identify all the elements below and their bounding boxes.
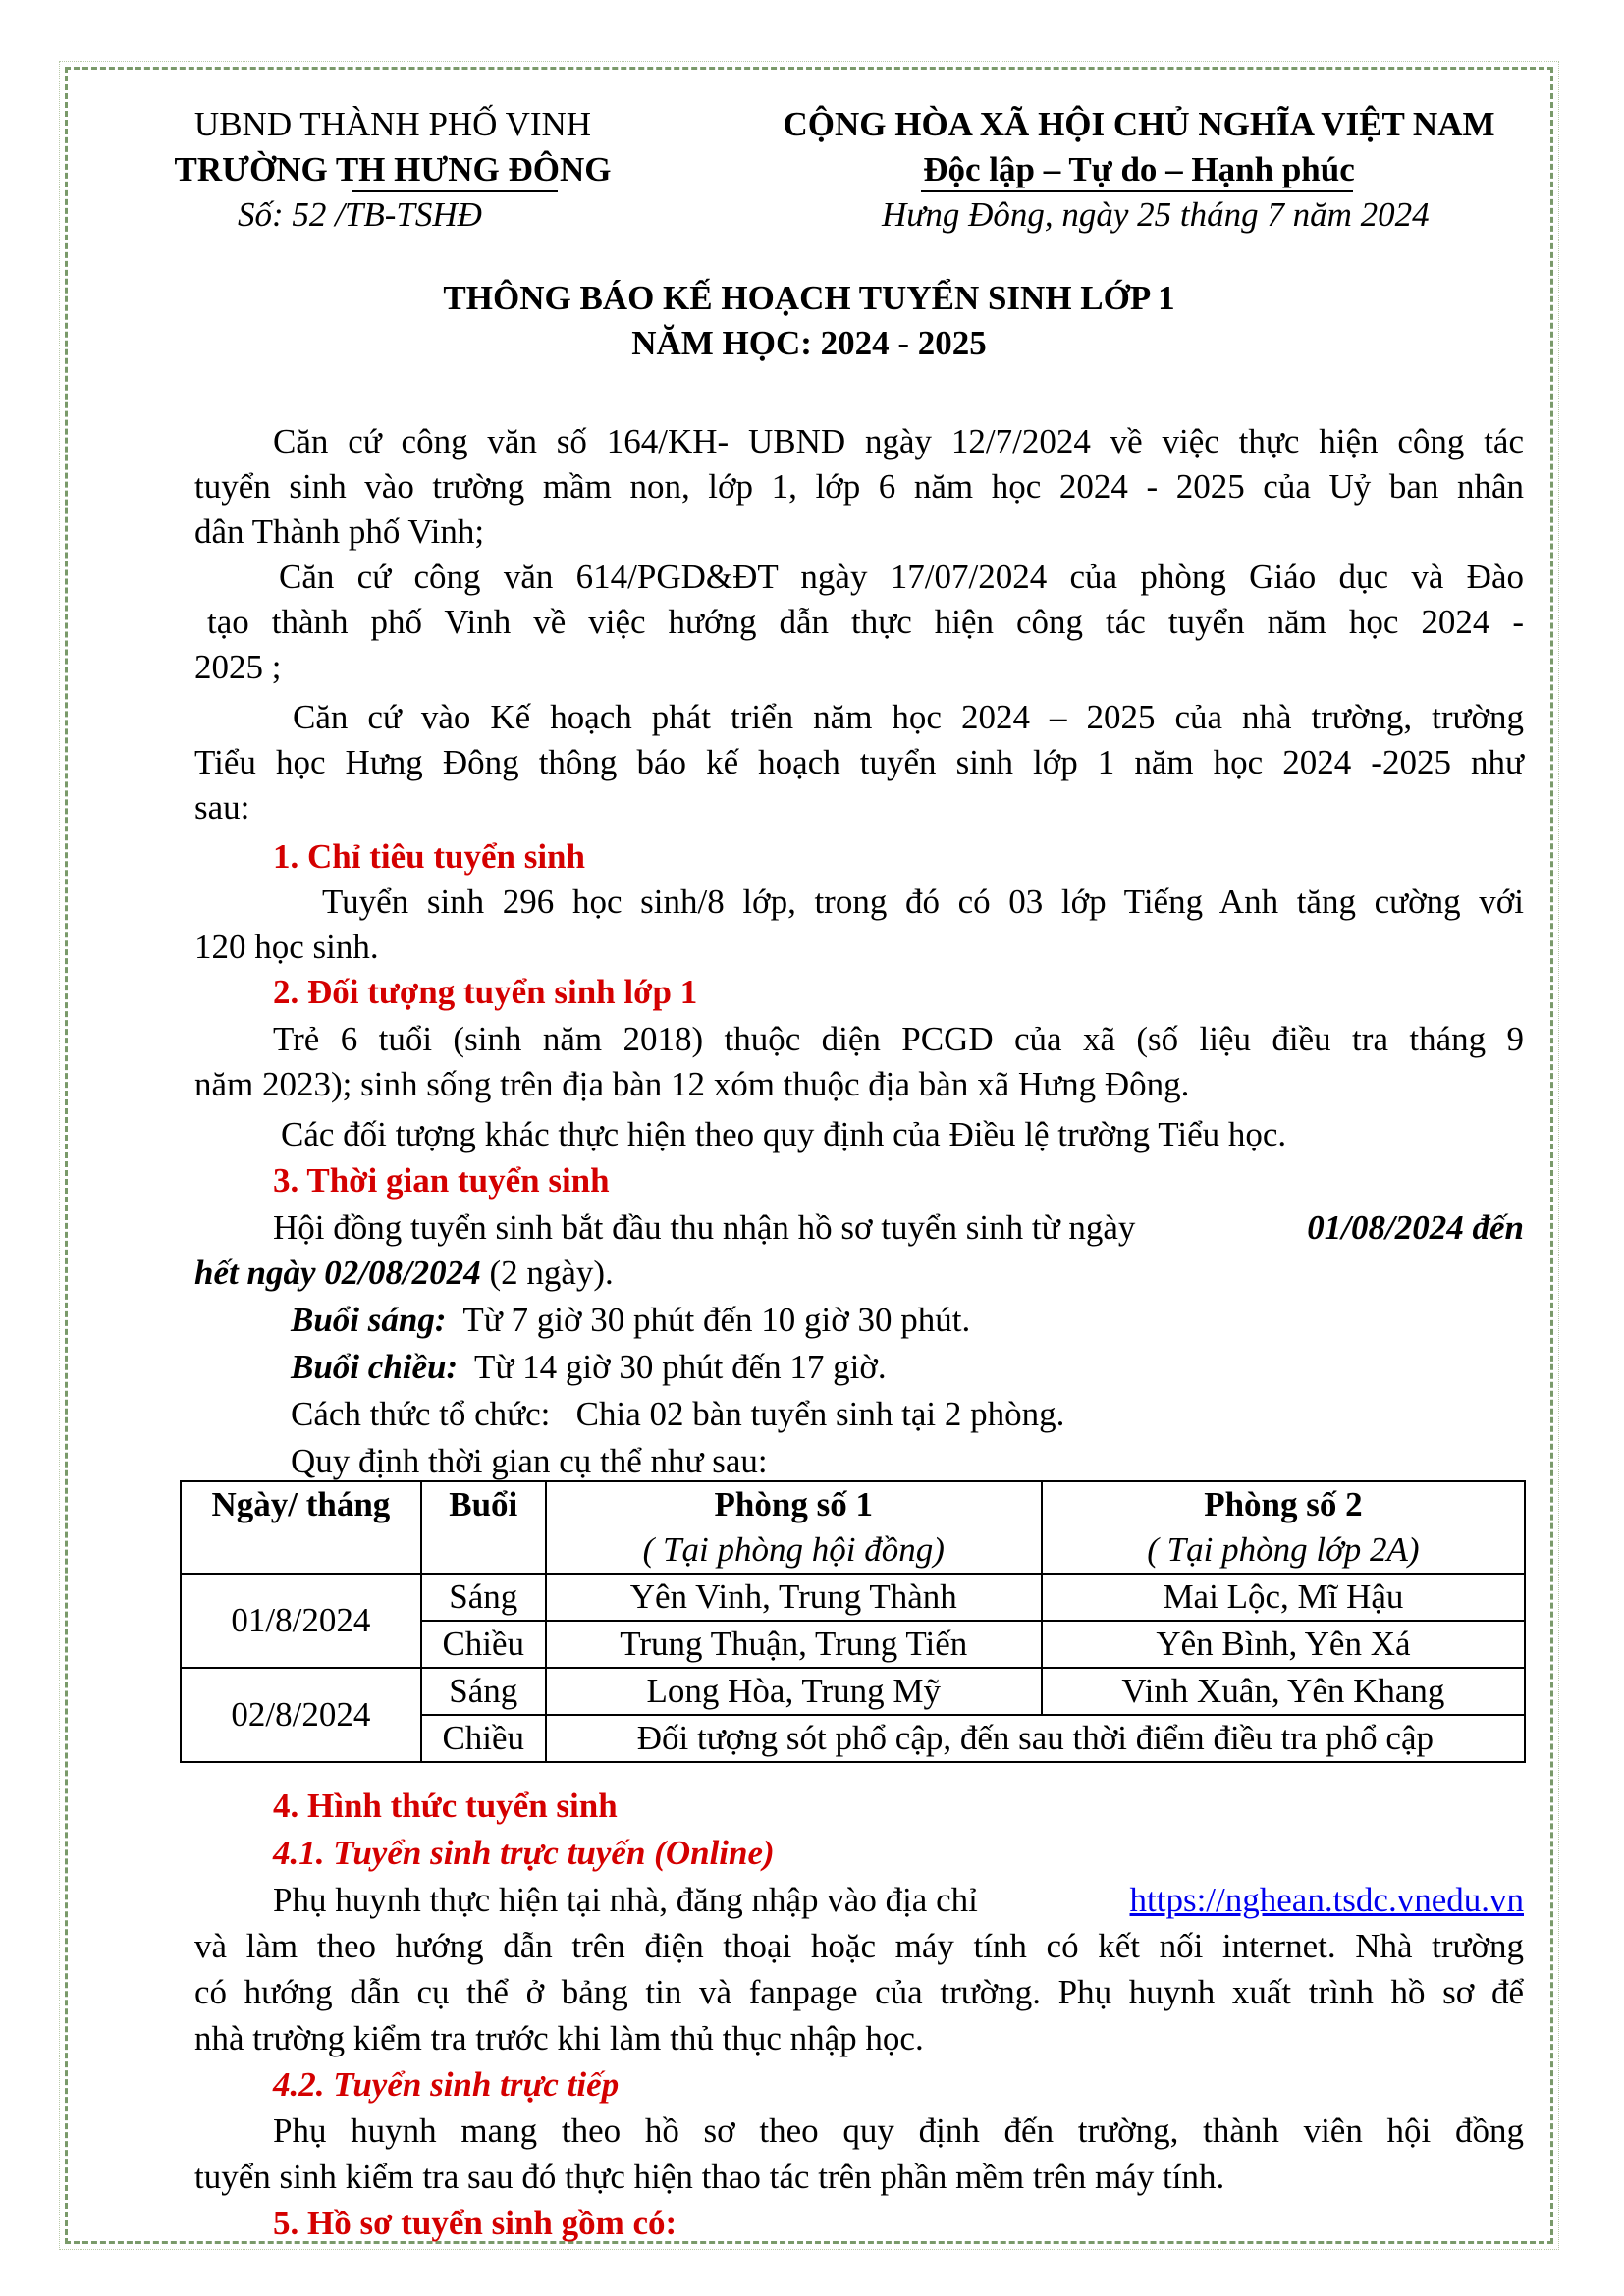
room-1-cell: Trung Thuận, Trung Tiến: [546, 1621, 1042, 1668]
title-line-1: THÔNG BÁO KẾ HOẠCH TUYỂN SINH LỚP 1: [443, 279, 1175, 317]
section-4-2-line: Phụ huynh mang theo hồ sơ theo quy định đến trường, thành viên hội đồng: [273, 2111, 1524, 2150]
merged-cell: Đối tượng sót phổ cập, đến sau thời điểm điều tra phổ cập: [546, 1715, 1525, 1762]
section-3-line: [194, 1251, 614, 1296]
section-2-line: Các đối tượng khác thực hiện theo quy định của Điều lệ trường Tiểu học.: [281, 1115, 1287, 1153]
section-4-2-heading: 4.2. Tuyển sinh trực tiếp: [273, 2065, 620, 2104]
session-cell: Chiều: [421, 1621, 546, 1668]
section-3-schedule-intro: Quy định thời gian cụ thể như sau:: [291, 1442, 768, 1480]
intro-p1-line: dân Thành phố Vinh;: [194, 512, 485, 551]
section-4-1-line: nhà trường kiểm tra trước khi làm thủ thục nhập học.: [194, 2019, 924, 2057]
header-date: Hưng Đông, ngày 25 tháng 7 năm 2024: [882, 195, 1430, 234]
intro-p3-line: sau:: [194, 788, 250, 827]
header-number: Số: 52 /TB-TSHĐ: [238, 195, 482, 234]
header-org: UBND THÀNH PHỐ VINH: [193, 105, 592, 143]
section-4-1-line: có hướng dẫn cụ thể ở bảng tin và fanpage của trường. Phụ huynh xuất trình hồ sơ để: [194, 1973, 1524, 2011]
room-2-title: Phòng số 2: [1204, 1485, 1363, 1523]
section-3-date-end: hết ngày 02/08/2024: [194, 1254, 481, 1292]
header-republic: CỘNG HÒA XÃ HỘI CHỦ NGHĨA VIỆT NAM: [783, 105, 1495, 143]
section-3-morning: [291, 1298, 970, 1343]
table-row: [181, 1574, 1525, 1621]
intro-p1-line: tuyển sinh vào trường mầm non, lớp 1, lớp 6 năm học 2024 - 2025 của Uỷ ban nhân: [194, 467, 1524, 506]
section-4-1-line: [273, 1878, 1524, 1923]
section-1-line: Tuyển sinh 296 học sinh/8 lớp, trong đó có 03 lớp Tiếng Anh tăng cường với: [322, 882, 1524, 921]
section-4-heading: 4. Hình thức tuyển sinh: [273, 1787, 618, 1825]
room-1-location: ( Tại phòng hội đồng): [642, 1530, 945, 1569]
date-cell: 01/8/2024: [181, 1574, 421, 1668]
intro-p3-line: Tiểu học Hưng Đông thông báo kế hoạch tuyển sinh lớp 1 năm học 2024 -2025 như: [194, 743, 1524, 781]
date-cell: 02/8/2024: [181, 1668, 421, 1762]
section-3-text: Hội đồng tuyển sinh bắt đầu thu nhận hồ sơ tuyển sinh từ ngày: [273, 1208, 1145, 1247]
intro-p2-line: Căn cứ công văn 614/PGD&ĐT ngày 17/07/2024 của phòng Giáo dục và Đào: [279, 558, 1524, 596]
header-room-2: [1042, 1481, 1525, 1574]
title-line-2: NĂM HỌC: 2024 - 2025: [631, 324, 987, 362]
session-cell: Chiều: [421, 1715, 546, 1762]
section-4-1-heading: 4.1. Tuyển sinh trực tuyến (Online): [273, 1834, 775, 1872]
section-3-text: (2 ngày).: [480, 1254, 614, 1292]
header-session: Buổi: [421, 1481, 546, 1574]
header-date: Ngày/ tháng: [181, 1481, 421, 1574]
section-5-heading: 5. Hồ sơ tuyển sinh gồm có:: [273, 2204, 677, 2242]
section-2-heading: 2. Đối tượng tuyển sinh lớp 1: [273, 973, 698, 1011]
table-header-row: [181, 1481, 1525, 1574]
room-2-cell: Vinh Xuân, Yên Khang: [1042, 1668, 1525, 1715]
section-3-heading: 3. Thời gian tuyển sinh: [273, 1161, 610, 1200]
intro-p2-line: tạo thành phố Vinh về việc hướng dẫn thực hiện công tác tuyển năm học 2024 -: [207, 603, 1524, 641]
header-school: TRƯỜNG TH HƯNG ĐÔNG: [174, 150, 612, 188]
intro-p2-line: 2025 ;: [194, 648, 282, 686]
room-2-location: ( Tại phòng lớp 2A): [1147, 1530, 1420, 1569]
section-4-2-line: tuyển sinh kiểm tra sau đó thực hiện thao tác trên phần mềm trên máy tính.: [194, 2158, 1225, 2196]
room-2-cell: Yên Bình, Yên Xá: [1042, 1621, 1525, 1668]
session-cell: Sáng: [421, 1668, 546, 1715]
header-motto: Độc lập – Tự do – Hạnh phúc: [923, 150, 1355, 188]
room-1-cell: Long Hòa, Trung Mỹ: [546, 1668, 1042, 1715]
section-3-afternoon: [291, 1345, 887, 1390]
afternoon-label: Buổi chiều:: [291, 1348, 459, 1386]
afternoon-text: Từ 14 giờ 30 phút đến 17 giờ.: [458, 1348, 887, 1386]
section-4-1-line: và làm theo hướng dẫn trên điện thoại hoặc máy tính có kết nối internet. Nhà trường: [194, 1927, 1524, 1965]
section-3-date-start: 01/08/2024 đến: [1307, 1208, 1524, 1247]
room-1-title: Phòng số 1: [714, 1485, 873, 1523]
table-row: [181, 1668, 1525, 1715]
section-4-1-text: Phụ huynh thực hiện tại nhà, đăng nhập vào địa chỉ: [273, 1881, 987, 1919]
registration-link[interactable]: https://nghean.tsdc.vnedu.vn: [1129, 1881, 1524, 1919]
section-3-line: [273, 1205, 1524, 1251]
section-2-line: năm 2023); sinh sống trên địa bàn 12 xóm thuộc địa bàn xã Hưng Đông.: [194, 1065, 1190, 1103]
morning-label: Buổi sáng:: [291, 1301, 447, 1339]
intro-p3-line: Căn cứ vào Kế hoạch phát triển năm học 2024 – 2025 của nhà trường, trường: [293, 698, 1524, 736]
room-2-cell: Mai Lộc, Mĩ Hậu: [1042, 1574, 1525, 1621]
section-3-method: Cách thức tổ chức: Chia 02 bàn tuyển sinh tại 2 phòng.: [291, 1395, 1065, 1433]
header-room-1: [546, 1481, 1042, 1574]
morning-text: Từ 7 giờ 30 phút đến 10 giờ 30 phút.: [446, 1301, 971, 1339]
room-1-cell: Yên Vinh, Trung Thành: [546, 1574, 1042, 1621]
section-1-line: 120 học sinh.: [194, 928, 379, 966]
session-cell: Sáng: [421, 1574, 546, 1621]
section-1-heading: 1. Chỉ tiêu tuyển sinh: [273, 837, 585, 876]
intro-p1-line: Căn cứ công văn số 164/KH- UBND ngày 12/7/2024 về việc thực hiện công tác: [273, 422, 1524, 460]
section-2-line: Trẻ 6 tuổi (sinh năm 2018) thuộc diện PCGD của xã (số liệu điều tra tháng 9: [273, 1020, 1524, 1058]
schedule-table: [180, 1480, 1526, 1763]
